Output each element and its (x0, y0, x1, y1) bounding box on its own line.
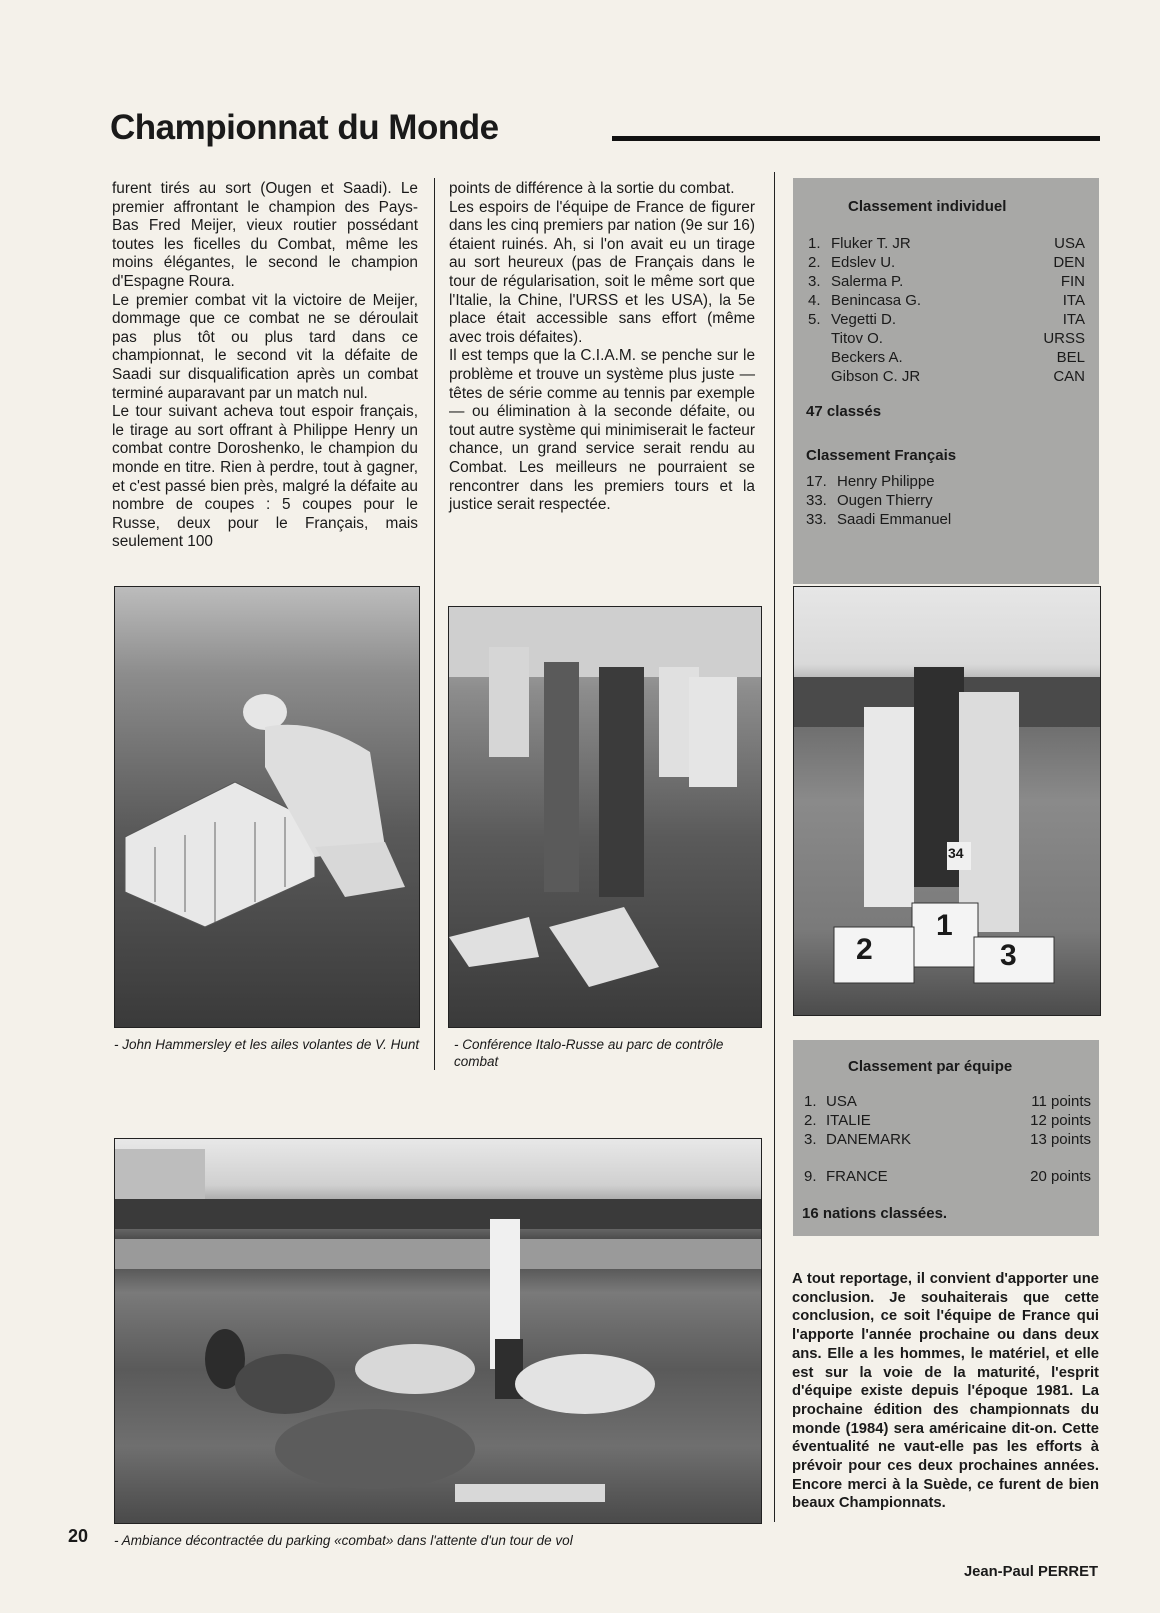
column-divider (434, 178, 435, 1070)
paragraph: points de différence à la sortie du combat. (449, 180, 735, 197)
ranking-country: FIN (1060, 273, 1085, 290)
ranking-rank: 4. (808, 292, 821, 309)
ranking-name: Henry Philippe (837, 473, 935, 490)
ranking-country: USA (1054, 235, 1085, 252)
ranking-name: Salerma P. (831, 273, 904, 290)
photo-parking-area (114, 1138, 762, 1524)
page-number: 20 (68, 1526, 89, 1546)
page-title: Championnat du Monde (110, 108, 499, 147)
ranking-name: Beckers A. (831, 349, 903, 366)
french-ranking-title: Classement Français (806, 447, 957, 464)
individual-ranking-title: Classement individuel (848, 198, 1007, 215)
paragraph: Les espoirs de l'équipe de France de figurer dans les cinq premiers par nation (9e sur 16) étaient ruinés. Ah, si l'on avait eu un tirage au sort heureux (pas de Français dans le tour de régularisation, soit le même sort que l'Italie, la Chine, l'URSS et les USA), la 5e place était accessible sans effort (même avec trois défaites). (449, 198, 755, 346)
caption-photo-4: - Ambiance décontractée du parking «combat» dans l'attente d'un tour de vol (114, 1533, 573, 1548)
ranking-name: Titov O. (831, 330, 883, 347)
photo-conference (448, 606, 762, 1028)
team-name: DANEMARK (826, 1131, 912, 1148)
photo-flying-wings (114, 586, 420, 1028)
team-name: FRANCE (826, 1168, 888, 1185)
photo-parking-illustration (115, 1139, 761, 1523)
column-divider (774, 172, 775, 1522)
team-ranking-title: Classement par équipe (848, 1058, 1013, 1075)
ranking-country: DEN (1053, 254, 1085, 271)
photo-flying-wings-illustration (115, 587, 419, 1027)
ranking-rank: 2. (808, 254, 821, 271)
photo-conference-illustration (449, 607, 761, 1027)
ranking-name: Ougen Thierry (837, 492, 933, 509)
paragraph: furent tirés au sort (Ougen et Saadi). Le premier affrontant le champion des Pays-Bas Fred Meijer, vieux routier possédant toutes les ficelles du Combat, même les moins élégantes, le second le champion d'Espagne Roura. (112, 180, 418, 290)
ranking-rank: 3. (808, 273, 821, 290)
article-column-1 (112, 180, 418, 552)
team-rank: 1. (804, 1093, 817, 1110)
ranking-rank: 1. (808, 235, 821, 252)
team-name: ITALIE (826, 1112, 871, 1129)
team-rank: 3. (804, 1131, 817, 1148)
ranking-country: ITA (1062, 311, 1085, 328)
ranking-name: Vegetti D. (831, 311, 897, 328)
paragraph: Il est temps que la C.I.A.M. se penche sur le problème et trouve un système plus juste —têtes de série comme au tennis par exemple— ou élimination à la seconde défaite, ou tout autre système qui minimiserait le facteur chance, un grand service serait rendu au Combat. Les meilleurs ne pourraient se rencontrer dans les premiers tours et la justice serait respectée. (449, 347, 755, 514)
individual-ranking-box (793, 178, 1099, 584)
ranking-rank: 33. (806, 511, 827, 528)
podium-number-3: 3 (1000, 939, 1017, 972)
photo-podium (793, 586, 1101, 1016)
bib-number: 34 (948, 845, 964, 861)
ranking-name: Fluker T. JR (831, 235, 911, 252)
caption-photo-1: - John Hammersley et les ailes volantes de V. Hunt (114, 1037, 420, 1052)
team-total: 16 nations classées. (802, 1205, 948, 1222)
ranking-name: Edslev U. (831, 254, 896, 271)
photo-podium-illustration (794, 587, 1100, 1015)
individual-total: 47 classés (806, 403, 882, 420)
team-ranking-box (793, 1040, 1099, 1236)
team-name: USA (826, 1093, 857, 1110)
ranking-rank: 5. (808, 311, 821, 328)
ranking-rank: 33. (806, 492, 827, 509)
caption-photo-2: - Conférence Italo-Russe au parc de contrôle combat (454, 1037, 724, 1069)
paragraph: Le tour suivant acheva tout espoir français, le tirage au sort offrant à Philippe Henry un combat contre Doroshenko, le champion du monde en titre. Rien à perdre, tout à gagner, et c'est passé bien près, malgré la défaite au nombre de coupes : 5 coupes pour le Russe, deux pour le Français, mais seulement 100 (112, 403, 418, 551)
ranking-name: Saadi Emmanuel (837, 511, 952, 528)
title-rule (612, 136, 1100, 141)
ranking-name: Gibson C. JR (831, 368, 921, 385)
article-column-2 (449, 180, 755, 515)
ranking-country: CAN (1053, 368, 1085, 385)
team-points: 20 points (1030, 1168, 1091, 1185)
podium-number-2: 2 (856, 933, 873, 966)
team-rank: 9. (804, 1168, 817, 1185)
ranking-country: ITA (1062, 292, 1085, 309)
podium-number-1: 1 (936, 909, 953, 942)
ranking-country: BEL (1056, 349, 1085, 366)
ranking-name: Benincasa G. (831, 292, 922, 309)
ranking-rank: 17. (806, 473, 827, 490)
team-points: 11 points (1031, 1093, 1091, 1110)
author-name: Jean-Paul PERRET (963, 1564, 1098, 1580)
paragraph: Le premier combat vit la victoire de Meijer, dommage que ce combat ne se déroulait pas plus tôt ou plus tard dans ce championnat, le second vit la défaite de Saadi sur disqualification après un combat terminé auparavant par un match nul. (112, 291, 418, 402)
conclusion-text: A tout reportage, il convient d'apporter une conclusion. Je souhaiterais que cette conclusion, ce soit l'équipe de France qui l'apporte l'année prochaine ou dans deux ans. Elle a les hommes, le matériel, et elle est sur la voie de la maturité, l'esprit d'équipe existe depuis l'époque 1981. La prochaine édition des championnats du monde (1984) sera américaine dit-on. Cette éventualité ne vaut-elle pas les efforts à prévoir pour ces deux prochaines années. Encore merci à la Suède, ce furent de bien beaux Championnats. (792, 1271, 1099, 1512)
team-points: 12 points (1030, 1112, 1091, 1129)
team-points: 13 points (1030, 1131, 1091, 1148)
ranking-country: URSS (1043, 330, 1085, 347)
team-rank: 2. (804, 1112, 817, 1129)
